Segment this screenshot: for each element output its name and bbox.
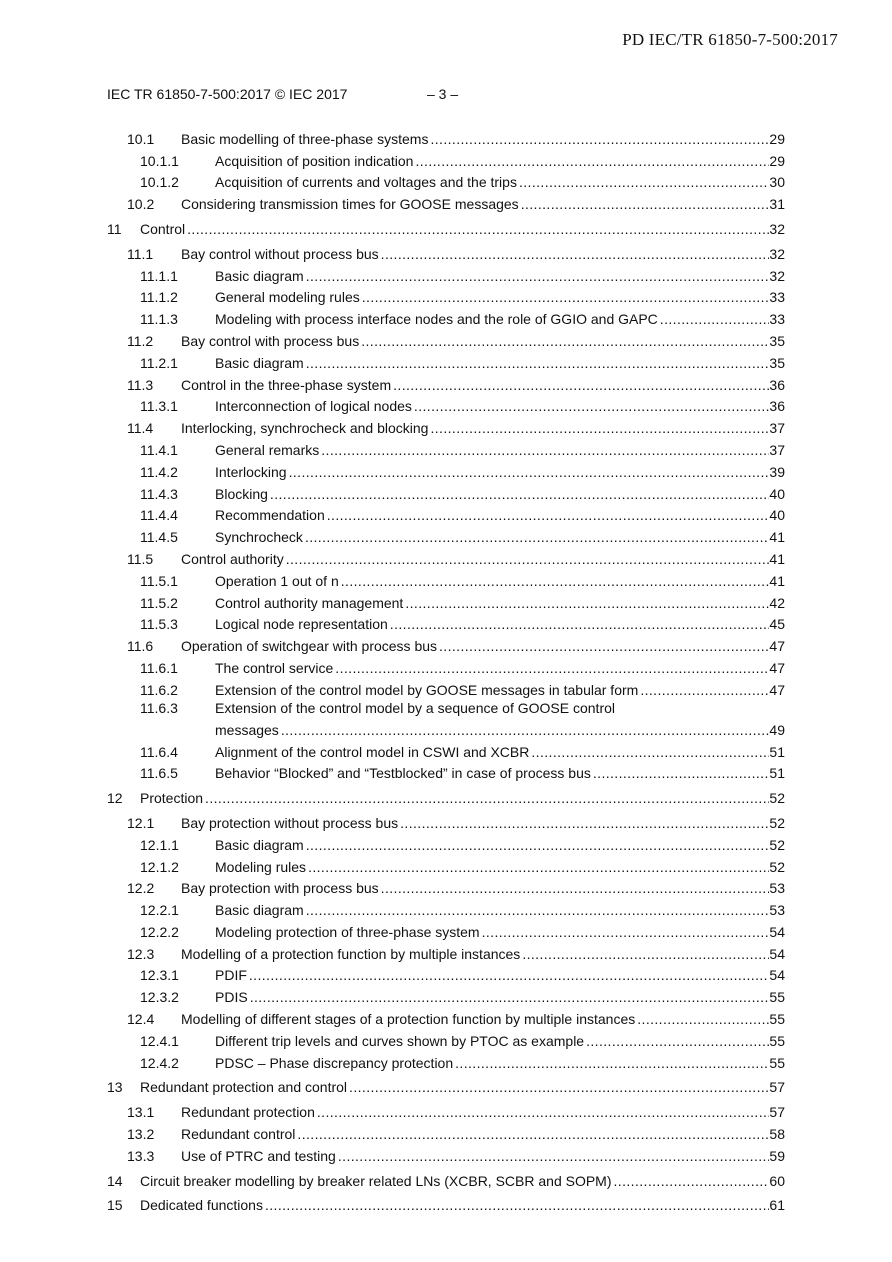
toc-entry-number: 10.2 — [127, 196, 155, 213]
toc-entry-page: 33 — [769, 311, 785, 328]
dot-leader — [430, 420, 769, 436]
toc-entry-number: 11.3.1 — [140, 398, 178, 415]
toc-entry-title: Operation of switchgear with process bus — [181, 638, 438, 655]
toc-entry-number: 12.4 — [127, 1011, 155, 1028]
toc-entry-page: 55 — [769, 989, 785, 1006]
dot-leader — [381, 246, 770, 262]
toc-entry[interactable] — [0, 760, 892, 782]
toc-entry-title: Control — [140, 220, 186, 237]
toc-entry-page: 41 — [769, 529, 785, 546]
dot-leader — [415, 153, 769, 169]
toc-entry[interactable] — [0, 698, 892, 738]
toc-entry-title: General modeling rules — [215, 289, 360, 306]
toc-entry[interactable] — [0, 371, 892, 393]
toc-entry-number: 12.1.1 — [140, 836, 179, 853]
toc-entry-number: 11.6.1 — [140, 659, 178, 676]
toc-entry-page: 33 — [769, 289, 785, 306]
toc-entry-number: 11.6.4 — [140, 743, 178, 760]
toc-entry-page: 49 — [769, 721, 785, 738]
page-header — [107, 86, 459, 102]
toc-entry[interactable] — [0, 1005, 892, 1027]
toc-entry-title: Interlocking — [215, 463, 287, 480]
toc-entry-page: 36 — [769, 398, 785, 415]
toc-entry-number: 13 — [107, 1079, 123, 1096]
toc-entry-title: The control service — [215, 659, 334, 676]
toc-entry[interactable] — [0, 1192, 892, 1214]
toc-entry-number: 11.4.4 — [140, 507, 178, 524]
toc-entry[interactable] — [0, 1098, 892, 1120]
dot-leader — [306, 837, 770, 853]
toc-entry-number: 11.4.1 — [140, 441, 178, 458]
toc-entry-number: 10.1.1 — [140, 152, 179, 169]
toc-entry-number: 12.4.2 — [140, 1054, 179, 1071]
toc-entry-title: Operation 1 out of n — [215, 572, 339, 589]
toc-entry-number: 11.4.3 — [140, 485, 178, 502]
toc-entry-page: 31 — [769, 196, 785, 213]
toc-entry-title: Modelling of different stages of a protection function by multiple instances — [181, 1011, 636, 1028]
toc-entry-page: 57 — [769, 1079, 785, 1096]
dot-leader — [265, 1197, 769, 1213]
toc-entry[interactable] — [0, 676, 892, 698]
toc-entry-title: Control authority management — [215, 594, 404, 611]
toc-entry-title: Considering transmission times for GOOSE messages — [181, 196, 519, 213]
toc-entry-title: Redundant control — [181, 1126, 296, 1143]
toc-entry[interactable] — [0, 896, 892, 918]
toc-entry[interactable] — [0, 1074, 892, 1096]
toc-entry-title: Modelling of a protection function by multiple instances — [181, 945, 521, 962]
toc-entry-page: 41 — [769, 572, 785, 589]
toc-entry[interactable] — [0, 480, 892, 502]
toc-entry-number: 11.4.5 — [140, 529, 178, 546]
dot-leader — [521, 196, 770, 212]
toc-entry-title: Modeling with process interface nodes and the role of GGIO and GAPC — [215, 311, 658, 328]
toc-entry-page: 52 — [769, 814, 785, 831]
toc-entry[interactable] — [0, 169, 892, 191]
toc-entry-title: Circuit breaker modelling by breaker related LNs (XCBR, SCBR and SOPM) — [140, 1172, 612, 1189]
toc-entry-page: 35 — [769, 354, 785, 371]
toc-entry-number: 12.1.2 — [140, 858, 179, 875]
toc-entry-title: Basic modelling of three-phase systems — [181, 130, 429, 147]
toc-entry-number: 12.2.2 — [140, 923, 179, 940]
dot-leader — [361, 333, 769, 349]
dot-leader — [321, 442, 769, 458]
toc-entry-page: 41 — [769, 550, 785, 567]
toc-entry-number: 11 — [107, 220, 122, 237]
toc-entry-number: 11.1.1 — [140, 267, 178, 284]
toc-entry-title: Bay control without process bus — [181, 245, 379, 262]
toc-entry-number: 12.2 — [127, 880, 155, 897]
toc-entry[interactable] — [0, 918, 892, 940]
dot-leader — [270, 486, 770, 502]
toc-entry-title: Bay protection with process bus — [181, 880, 379, 897]
dot-leader — [308, 859, 769, 875]
toc-entry-page: 55 — [769, 1011, 785, 1028]
dot-leader — [306, 902, 770, 918]
toc-entry-page: 54 — [769, 967, 785, 984]
toc-entry[interactable] — [0, 262, 892, 284]
toc-entry-page: 47 — [769, 681, 785, 698]
toc-entry-title: Interlocking, synchrocheck and blocking — [181, 420, 429, 437]
toc-entry-number: 10.1 — [127, 130, 155, 147]
toc-entry-page: 58 — [769, 1126, 785, 1143]
toc-entry-page: 52 — [769, 790, 785, 807]
dot-leader — [593, 765, 770, 781]
toc-entry-page: 61 — [769, 1197, 785, 1214]
page-header-doc: IEC TR 61850-7-500:2017 © IEC 2017 — [107, 86, 348, 102]
toc-entry[interactable] — [0, 611, 892, 633]
toc-entry-page: 53 — [769, 880, 785, 897]
toc-entry-number: 12.3 — [127, 945, 155, 962]
toc-entry[interactable] — [0, 393, 892, 415]
toc-entry-title: PDSC – Phase discrepancy protection — [215, 1054, 454, 1071]
toc-entry-title: Recommendation — [215, 507, 325, 524]
toc-entry-title: Basic diagram — [215, 354, 304, 371]
toc-entry-number: 11.5.2 — [140, 594, 178, 611]
dot-leader — [390, 616, 770, 632]
toc-entry[interactable] — [0, 147, 892, 169]
toc-entry-title: Behavior “Blocked” and “Testblocked” in case of process bus — [215, 765, 591, 782]
toc-entry-title: Basic diagram — [215, 267, 304, 284]
dot-leader — [400, 815, 769, 831]
toc-entry-title: General remarks — [215, 441, 320, 458]
toc-entry[interactable] — [0, 567, 892, 589]
toc-entry-page: 54 — [769, 945, 785, 962]
toc-entry-title: PDIF — [215, 967, 247, 984]
dot-leader — [297, 1126, 769, 1142]
toc-entry[interactable] — [0, 458, 892, 480]
toc-entry-title: Control in the three-phase system — [181, 376, 392, 393]
dot-leader — [205, 790, 769, 806]
toc-entry-title: Blocking — [215, 485, 268, 502]
toc-entry-page: 53 — [769, 902, 785, 919]
toc-entry-page: 52 — [769, 858, 785, 875]
toc-entry[interactable] — [0, 940, 892, 962]
toc-entry-title: Control authority — [181, 550, 284, 567]
dot-leader — [455, 1055, 769, 1071]
toc-entry-number: 12.3.1 — [140, 967, 179, 984]
table-of-contents — [0, 125, 892, 1213]
toc-entry[interactable] — [0, 349, 892, 371]
toc-entry[interactable] — [0, 327, 892, 349]
toc-entry-number: 13.3 — [127, 1147, 155, 1164]
dot-leader — [519, 174, 769, 190]
toc-entry-title: messages — [215, 721, 279, 738]
toc-entry-title: Interconnection of logical nodes — [215, 398, 412, 415]
dot-leader — [381, 880, 770, 896]
toc-entry-number: 11.4.2 — [140, 463, 178, 480]
dot-leader — [414, 398, 770, 414]
dot-leader — [250, 989, 770, 1005]
toc-entry-number: 12.3.2 — [140, 989, 179, 1006]
toc-entry-number: 15 — [107, 1197, 123, 1214]
toc-entry-number: 11.2.1 — [140, 354, 178, 371]
toc-entry-number: 11.6.3 — [140, 699, 178, 716]
dot-leader — [306, 268, 770, 284]
toc-entry-page: 57 — [769, 1104, 785, 1121]
toc-entry-page: 52 — [769, 836, 785, 853]
toc-entry-page: 39 — [769, 463, 785, 480]
toc-entry-page: 45 — [769, 616, 785, 633]
toc-entry-title: Bay protection without process bus — [181, 814, 399, 831]
toc-entry-title: Bay control with process bus — [181, 332, 360, 349]
toc-entry-number: 10.1.2 — [140, 174, 179, 191]
toc-entry[interactable] — [0, 738, 892, 760]
toc-entry-title: Redundant protection and control — [140, 1079, 348, 1096]
dot-leader — [335, 660, 769, 676]
toc-entry-number: 11.6 — [127, 638, 154, 655]
toc-entry-number: 12.1 — [127, 814, 155, 831]
toc-entry-number: 11.6.2 — [140, 681, 178, 698]
toc-entry-number: 13.2 — [127, 1126, 155, 1143]
dot-leader — [289, 464, 770, 480]
toc-entry-number: 11.6.5 — [140, 765, 178, 782]
toc-entry-title: PDIS — [215, 989, 248, 1006]
dot-leader — [317, 1104, 770, 1120]
toc-entry-number: 12.2.1 — [140, 902, 179, 919]
dot-leader — [586, 1033, 769, 1049]
toc-entry-title: Acquisition of position indication — [215, 152, 414, 169]
dot-leader — [482, 924, 770, 940]
toc-entry[interactable] — [0, 305, 892, 327]
toc-entry-number: 12 — [107, 790, 123, 807]
dot-leader — [393, 377, 769, 393]
dot-leader — [281, 722, 770, 738]
toc-entry-number: 11.2 — [127, 332, 154, 349]
dot-leader — [637, 1011, 769, 1027]
toc-entry-title: Redundant protection — [181, 1104, 315, 1121]
toc-entry-title: Alignment of the control model in CSWI and XCBR — [215, 743, 530, 760]
dot-leader — [660, 311, 770, 327]
toc-entry-page: 42 — [769, 594, 785, 611]
toc-entry[interactable] — [0, 125, 892, 147]
dot-leader — [327, 507, 770, 523]
toc-entry-title: Dedicated functions — [140, 1197, 263, 1214]
toc-entry-page: 30 — [769, 174, 785, 191]
toc-entry-title-line1: Extension of the control model by a sequence of GOOSE control — [215, 699, 615, 716]
toc-entry[interactable] — [0, 983, 892, 1005]
page-number: – 3 – — [427, 86, 459, 102]
toc-entry-page: 29 — [769, 152, 785, 169]
toc-entry-page: 55 — [769, 1054, 785, 1071]
toc-entry-page: 32 — [769, 245, 785, 262]
toc-entry-number: 11.3 — [127, 376, 154, 393]
dot-leader — [341, 573, 770, 589]
toc-entry[interactable] — [0, 523, 892, 545]
toc-entry-number: 13.1 — [127, 1104, 155, 1121]
toc-entry[interactable] — [0, 436, 892, 458]
toc-entry[interactable] — [0, 809, 892, 831]
toc-entry-page: 40 — [769, 485, 785, 502]
toc-entry[interactable] — [0, 589, 892, 611]
dot-leader — [522, 946, 769, 962]
toc-entry[interactable] — [0, 1167, 892, 1189]
dot-leader — [306, 355, 770, 371]
dot-leader — [531, 744, 769, 760]
toc-entry-title: Protection — [140, 790, 204, 807]
toc-entry[interactable] — [0, 414, 892, 436]
toc-entry-page: 37 — [769, 420, 785, 437]
toc-entry-page: 29 — [769, 130, 785, 147]
toc-entry-number: 11.5.1 — [140, 572, 178, 589]
dot-leader — [349, 1079, 769, 1095]
toc-entry-page: 36 — [769, 376, 785, 393]
toc-entry-title: Use of PTRC and testing — [181, 1147, 336, 1164]
toc-entry[interactable] — [0, 875, 892, 897]
toc-entry[interactable] — [0, 545, 892, 567]
toc-entry-title: Modeling rules — [215, 858, 307, 875]
toc-entry[interactable] — [0, 654, 892, 676]
toc-entry-page: 40 — [769, 507, 785, 524]
toc-entry[interactable] — [0, 1027, 892, 1049]
toc-entry-title: Basic diagram — [215, 902, 304, 919]
toc-entry-number: 11.4 — [127, 420, 154, 437]
toc-entry-title: Modeling protection of three-phase system — [215, 923, 480, 940]
toc-entry[interactable] — [0, 1120, 892, 1142]
toc-entry[interactable] — [0, 502, 892, 524]
toc-entry-number: 11.1.3 — [140, 311, 178, 328]
dot-leader — [614, 1173, 770, 1189]
toc-entry[interactable] — [0, 962, 892, 984]
toc-entry[interactable] — [0, 190, 892, 212]
toc-entry[interactable] — [0, 284, 892, 306]
toc-entry-title: Different trip levels and curves shown by PTOC as example — [215, 1032, 585, 1049]
toc-entry[interactable] — [0, 784, 892, 806]
toc-entry[interactable] — [0, 831, 892, 853]
dot-leader — [640, 682, 769, 698]
dot-leader — [439, 638, 769, 654]
toc-entry-number: 14 — [107, 1172, 123, 1189]
toc-entry[interactable] — [0, 853, 892, 875]
toc-entry-title: Extension of the control model by GOOSE messages in tabular form — [215, 681, 639, 698]
toc-entry[interactable] — [0, 1049, 892, 1071]
toc-entry-number: 11.1.2 — [140, 289, 178, 306]
toc-entry-page: 37 — [769, 441, 785, 458]
toc-entry[interactable] — [0, 215, 892, 237]
toc-entry-title: Acquisition of currents and voltages and the trips — [215, 174, 517, 191]
toc-entry-title: Synchrocheck — [215, 529, 303, 546]
toc-entry-page: 32 — [769, 220, 785, 237]
toc-entry-page: 35 — [769, 332, 785, 349]
toc-entry-number: 12.4.1 — [140, 1032, 179, 1049]
toc-entry-page: 51 — [769, 765, 785, 782]
toc-entry-number: 11.5 — [127, 550, 154, 567]
dot-leader — [286, 551, 770, 567]
toc-entry[interactable] — [0, 1142, 892, 1164]
toc-entry-page: 60 — [769, 1172, 785, 1189]
document-id-header: PD IEC/TR 61850-7-500:2017 — [622, 30, 838, 49]
toc-entry-page: 47 — [769, 659, 785, 676]
toc-entry-page: 32 — [769, 267, 785, 284]
toc-entry[interactable] — [0, 632, 892, 654]
toc-entry-page: 55 — [769, 1032, 785, 1049]
toc-entry[interactable] — [0, 240, 892, 262]
toc-entry-number: 11.5.3 — [140, 616, 178, 633]
dot-leader — [362, 289, 770, 305]
dot-leader — [249, 967, 770, 983]
dot-leader — [187, 221, 769, 237]
toc-entry-page: 59 — [769, 1147, 785, 1164]
toc-entry-page: 54 — [769, 923, 785, 940]
toc-entry-title: Basic diagram — [215, 836, 304, 853]
toc-entry-page: 51 — [769, 743, 785, 760]
dot-leader — [338, 1148, 770, 1164]
dot-leader — [405, 595, 769, 611]
toc-entry-number: 11.1 — [127, 245, 154, 262]
dot-leader — [430, 131, 769, 147]
toc-entry-title: Logical node representation — [215, 616, 388, 633]
dot-leader — [305, 529, 769, 545]
toc-entry-page: 47 — [769, 638, 785, 655]
